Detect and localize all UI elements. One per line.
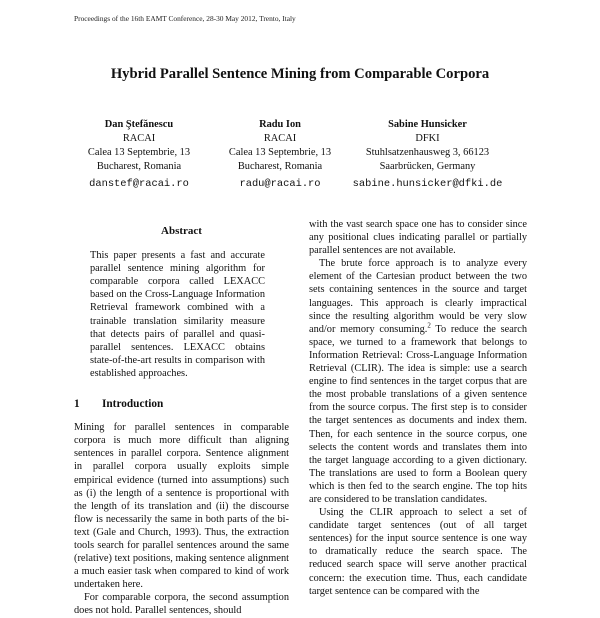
paragraph: Using the CLIR approach to select a set of candidate target sentences (out of all target sentences) for the input source sentence is one way to dramatically reduce the search space. The reduced search space will serve another practical concern: the execution time. Thus, each candidate target sentence can be compared with the bbox=[309, 507, 527, 597]
author-affiliation: RACAI bbox=[263, 133, 297, 144]
author-email: danstef@racai.ro bbox=[89, 178, 189, 190]
left-column bbox=[74, 225, 289, 618]
section-title: Introduction bbox=[102, 398, 164, 411]
section-number: 1 bbox=[74, 398, 80, 411]
paper-title: Hybrid Parallel Sentence Mining from Comparable Corpora bbox=[110, 66, 490, 82]
footnote-mark[interactable]: 2 bbox=[427, 321, 431, 330]
author-street: Calea 13 Septembrie, 13 bbox=[228, 147, 332, 158]
proceedings-header: Proceedings of the 16th EAMT Conference, 28-30 May 2012, Trento, Italy bbox=[74, 14, 296, 23]
paragraph: with the vast search space one has to consider since any positional clues indicating parallel or partially parallel sentences are not available. bbox=[309, 219, 527, 257]
author-name: Sabine Hunsicker bbox=[388, 119, 467, 130]
author-city: Bucharest, Romania bbox=[96, 161, 182, 172]
paragraph-text: To reduce the search space, we turned to a framework that belongs to Information Retrieval: Cross-Language Information Retrieval (CLIR). The idea is simple: use a search engine to find sentences in the target corpus that are the most probable translations of a given sentence from the source corpus. The first step is to consider the target sentences as documents and index them. Then, for each sentence in the source corpus, one selects the content words and translates them into the target language according to a given dictionary. The translations are used to form a Boolean query which is then fed to the search engine. The top hits are considered to be translation candidates. bbox=[309, 323, 527, 505]
author-name: Dan Ştefănescu bbox=[104, 119, 174, 130]
paragraph-text: The brute force approach is to analyze every element of the Cartesian product between the two sets containing sentences in the source and target languages. This approach is clearly impractical since the resulting algorithm would be very slow and/or memory consuming. bbox=[309, 258, 527, 335]
paragraph: For comparable corpora, the second assumption does not hold. Parallel sentences, should bbox=[74, 592, 289, 617]
author-street: Stuhlsatzenhausweg 3, 66123 bbox=[365, 147, 490, 158]
abstract-body bbox=[74, 249, 289, 380]
paragraph bbox=[309, 257, 527, 506]
author-email: radu@racai.ro bbox=[239, 178, 321, 190]
right-column bbox=[309, 218, 527, 598]
author-block bbox=[205, 118, 355, 191]
author-block bbox=[335, 118, 520, 191]
author-name: Radu Ion bbox=[259, 119, 301, 130]
paragraph: Mining for parallel sentences in comparable corpora is much more difficult than aligning sentences in parallel corpora. Sentence alignment in parallel corpora usually exploits simple empirical evidence (turned into assumptions) such as (i) the length of a sentence is proportional with the length of its translation and (ii) the discourse flow is necessarily the same in both parts of the bi-text (Gale and Church, 1993). Thus, the extraction tools search for parallel sentences around the same (relative) text positions, making sentence alignment a much easier task when compared to kind of work undertaken here. bbox=[74, 422, 289, 591]
author-street: Calea 13 Septembrie, 13 bbox=[87, 147, 191, 158]
author-affiliation: DFKI bbox=[415, 133, 440, 144]
author-email: sabine.hunsicker@dfki.de bbox=[352, 178, 503, 190]
author-affiliation: RACAI bbox=[122, 133, 156, 144]
author-city: Saarbrücken, Germany bbox=[379, 161, 476, 172]
section-heading bbox=[74, 398, 289, 411]
abstract-text: This paper presents a fast and accurate parallel sentence mining algorithm for comparable corpora called LEXACC based on the Cross-Language Information Retrieval framework combined with a trainable translation similarity measure that detects pairs of parallel and quasi-parallel sentences. LEXACC obtains state-of-the-art results in comparison with established approaches. bbox=[90, 250, 265, 379]
author-block bbox=[64, 118, 214, 191]
author-city: Bucharest, Romania bbox=[237, 161, 323, 172]
abstract-heading: Abstract bbox=[161, 225, 202, 237]
